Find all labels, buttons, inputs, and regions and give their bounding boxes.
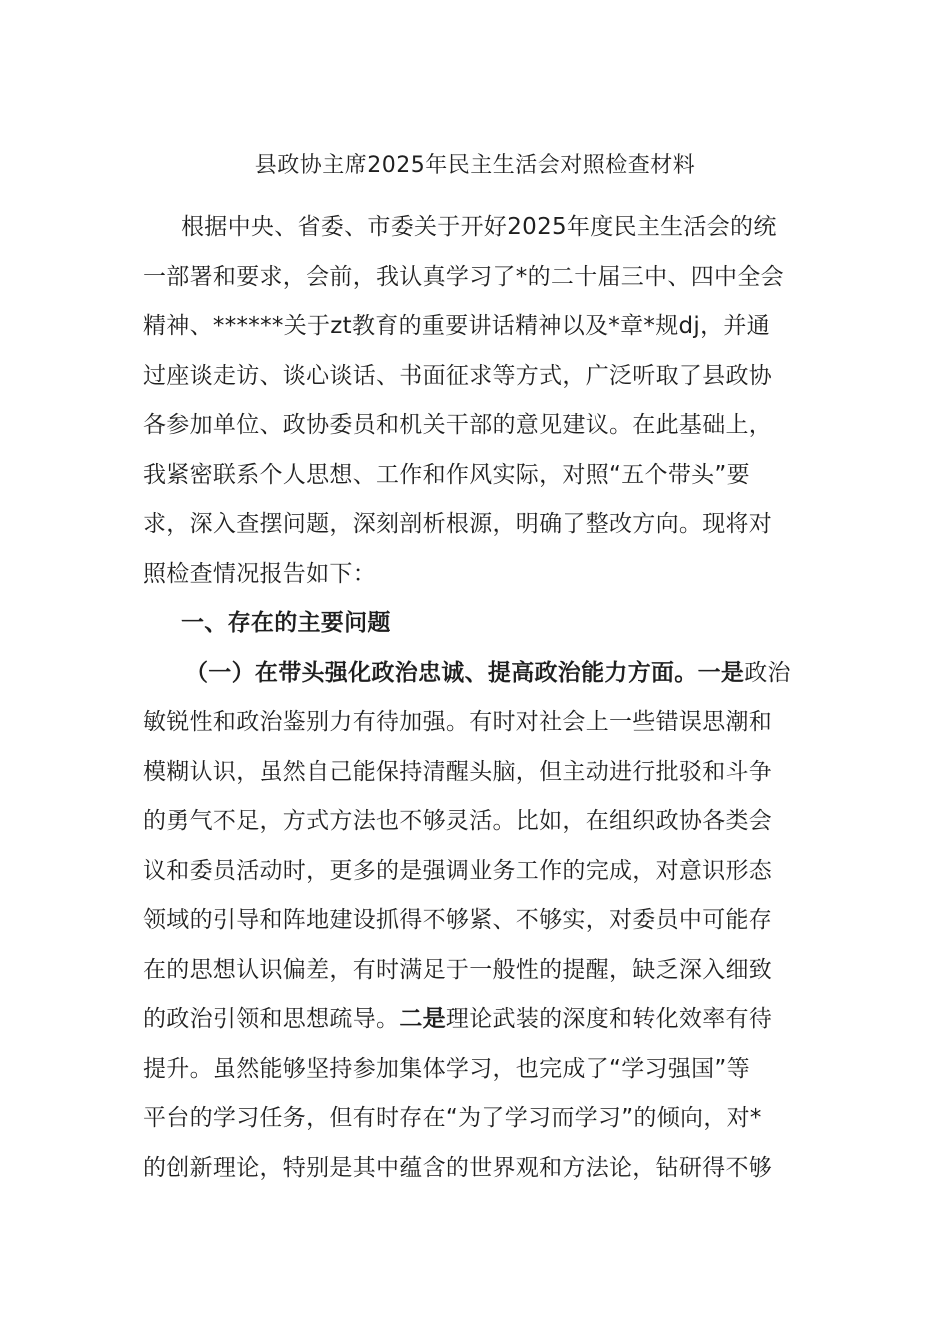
inline-text: 政治 — [744, 659, 791, 686]
paragraph-line: 一部署和要求，会前，我认真学习了*的二十届三中、四中全会 — [143, 263, 784, 290]
inline-text: 的政治引领和思想疏导。 — [143, 1006, 400, 1032]
document-body — [143, 203, 808, 1193]
paragraph-line: 的创新理论，特别是其中蕴含的世界观和方法论，钻研得不够 — [143, 1154, 773, 1181]
paragraph-line: 根据中央、省委、市委关于开好2025年度民主生活会的统 — [181, 214, 777, 240]
paragraph-line: 平台的学习任务，但有时存在“为了学习而学习”的倾向，对* — [143, 1105, 762, 1131]
intro-paragraph — [143, 203, 808, 599]
document-title: 县政协主席2025年民主生活会对照检查材料 — [254, 153, 696, 178]
paragraph-line: 模糊认识，虽然自己能保持清醒头脑，但主动进行批驳和斗争 — [143, 758, 773, 785]
paragraph-line: 在的思想认识偏差，有时满足于一般性的提醒，缺乏深入细致 — [143, 956, 773, 983]
point-marker: 一是 — [697, 659, 745, 686]
paragraph-line: 过座谈走访、谈心谈话、书面征求等方式，广泛听取了县政协 — [143, 362, 773, 389]
paragraph-line: 领域的引导和阵地建设抓得不够紧、不够实，对委员中可能存 — [143, 907, 773, 933]
paragraph-line — [143, 649, 808, 699]
paragraph-line: 的勇气不足，方式方法也不够灵活。比如，在组织政协各类会 — [143, 808, 773, 834]
paragraph-line: 议和委员活动时，更多的是强调业务工作的完成，对意识形态 — [143, 857, 773, 884]
inline-text: 理论武装的深度和转化效率有待 — [445, 1006, 773, 1032]
paragraph-line: 各参加单位、政协委员和机关干部的意见建议。在此基础上， — [143, 412, 773, 438]
paragraph-line: 我紧密联系个人思想、工作和作风实际，对照“五个带头”要 — [143, 461, 750, 488]
subsection-paragraph — [143, 649, 808, 1194]
paragraph-line: 求，深入查摆问题，深刻剖析根源，明确了整改方向。现将对 — [143, 511, 773, 537]
paragraph-line: 精神、******关于zt教育的重要讲话精神以及*章*规dj，并通 — [143, 313, 770, 339]
paragraph-line: 敏锐性和政治鉴别力有待加强。有时对社会上一些错误思潮和 — [143, 709, 773, 735]
point-marker: 二是 — [399, 1006, 446, 1032]
subsection-heading: （一）在带头强化政治忠诚、提高政治能力方面。 — [185, 659, 698, 686]
paragraph-line: 提升。虽然能够坚持参加集体学习，也完成了“学习强国”等 — [143, 1055, 750, 1082]
paragraph-line — [143, 995, 808, 1045]
paragraph-line: 照检查情况报告如下： — [143, 560, 376, 587]
section-heading: 一、存在的主要问题 — [181, 610, 391, 636]
